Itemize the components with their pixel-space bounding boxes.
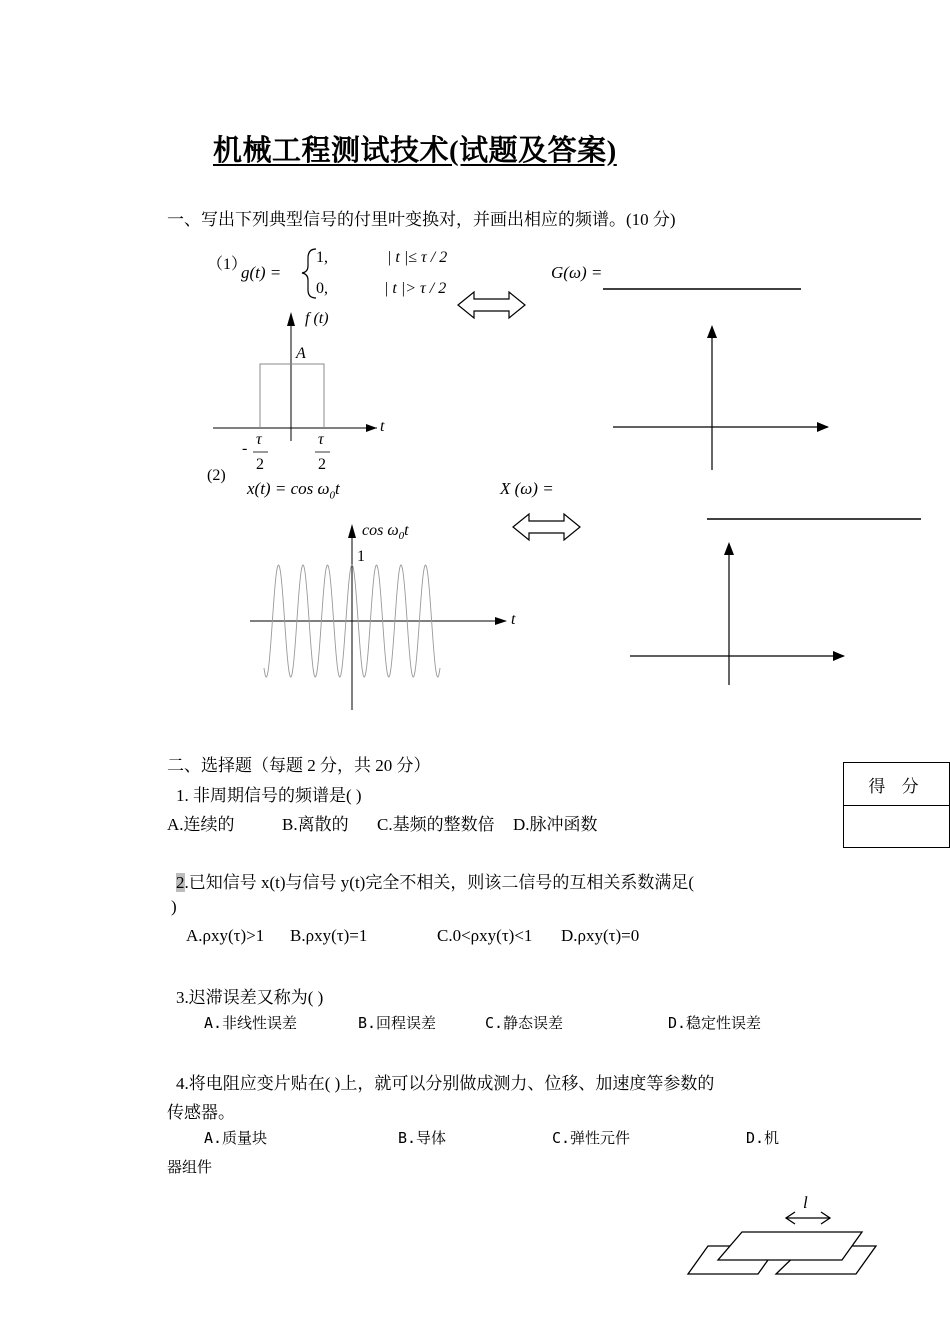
q1-case2-value: 0, bbox=[316, 280, 328, 297]
q2-1-option-c: C.基频的整数倍 bbox=[377, 815, 495, 834]
score-label: 得 分 bbox=[844, 763, 949, 806]
q2-3-stem: 3.迟滞误差又称为( ) bbox=[176, 988, 324, 1007]
q2-3-option-b: B.回程误差 bbox=[358, 1014, 437, 1032]
q2-plot-one: 1 bbox=[357, 548, 365, 565]
q2-2-option-c: C.0<ρxy(τ)<1 bbox=[437, 926, 533, 945]
q2-plot-ylabel: $\cos \omega_0t$ bbox=[362, 522, 409, 543]
q2-1-stem: 1. 非周期信号的频谱是( ) bbox=[176, 786, 362, 805]
q2-1-option-d: D.脉冲函数 bbox=[513, 815, 598, 834]
tick-right-two: 2 bbox=[318, 456, 326, 473]
q2-4-stem: 4.将电阻应变片贴在( )上，就可以分别做成测力、位移、加速度等参数的 bbox=[176, 1074, 715, 1093]
q1-rhs: G(ω) = bbox=[551, 263, 603, 282]
q2-4-option-d: D.机 bbox=[746, 1129, 780, 1147]
tick-right-tau: τ bbox=[318, 431, 324, 448]
q2-1-option-b: B.离散的 bbox=[282, 815, 349, 834]
q2-rhs: X (ω) = bbox=[500, 479, 554, 498]
q2-4-option-b: B.导体 bbox=[398, 1129, 447, 1147]
q2-4-option-a: A.质量块 bbox=[204, 1129, 268, 1147]
q2-2-option-b: B.ρxy(τ)=1 bbox=[290, 926, 368, 945]
q1-case1-condition: | t |≤ τ / 2 bbox=[387, 249, 448, 266]
q1-case2-condition: | t |> τ / 2 bbox=[384, 280, 447, 297]
q1-number: （1） bbox=[207, 256, 248, 273]
tick-left-two: 2 bbox=[256, 456, 264, 473]
q1-plot-xlabel: t bbox=[380, 418, 385, 435]
section2-heading: 二、选择题（每题 2 分，共 20 分） bbox=[167, 756, 431, 775]
q2-2-stem: 2.已知信号 x(t)与信号 y(t)完全不相关，则该二信号的互相关系数满足( bbox=[176, 873, 695, 892]
q2-lhs: $x(t) = \cos \omega_0t$ bbox=[247, 479, 340, 502]
q2-2-option-a: A.ρxy(τ)>1 bbox=[186, 926, 265, 945]
q2-4-option-c: C.弹性元件 bbox=[552, 1129, 631, 1147]
q2-3-option-c: C.静态误差 bbox=[485, 1014, 564, 1032]
q1-case1-value: 1, bbox=[316, 249, 328, 266]
figure-length-label: l bbox=[803, 1193, 808, 1212]
q2-4-stem-cont: 传感器。 bbox=[167, 1103, 235, 1122]
q1-lhs: g(t) = bbox=[241, 263, 282, 282]
q1-plot-amplitude: A bbox=[296, 345, 306, 362]
q2-3-option-d: D.稳定性误差 bbox=[668, 1014, 762, 1032]
tick-left-tau: τ bbox=[256, 431, 262, 448]
q2-3-option-a: A.非线性误差 bbox=[204, 1014, 298, 1032]
q2-2-stem-cont: ) bbox=[171, 897, 177, 916]
q2-number: (2) bbox=[207, 467, 226, 484]
q1-plot-ylabel: f (t) bbox=[305, 310, 329, 327]
document-title: 机械工程测试技术(试题及答案) bbox=[213, 135, 617, 167]
tick-neg-sign: - bbox=[242, 440, 248, 457]
section1-heading: 一、写出下列典型信号的付里叶变换对，并画出相应的频谱。(10 分) bbox=[167, 210, 676, 229]
q2-plot-xlabel: t bbox=[511, 611, 516, 628]
q2-4-option-cont: 器组件 bbox=[167, 1158, 213, 1176]
q2-1-option-a: A.连续的 bbox=[167, 815, 235, 834]
q2-2-option-d: D.ρxy(τ)=0 bbox=[561, 926, 640, 945]
